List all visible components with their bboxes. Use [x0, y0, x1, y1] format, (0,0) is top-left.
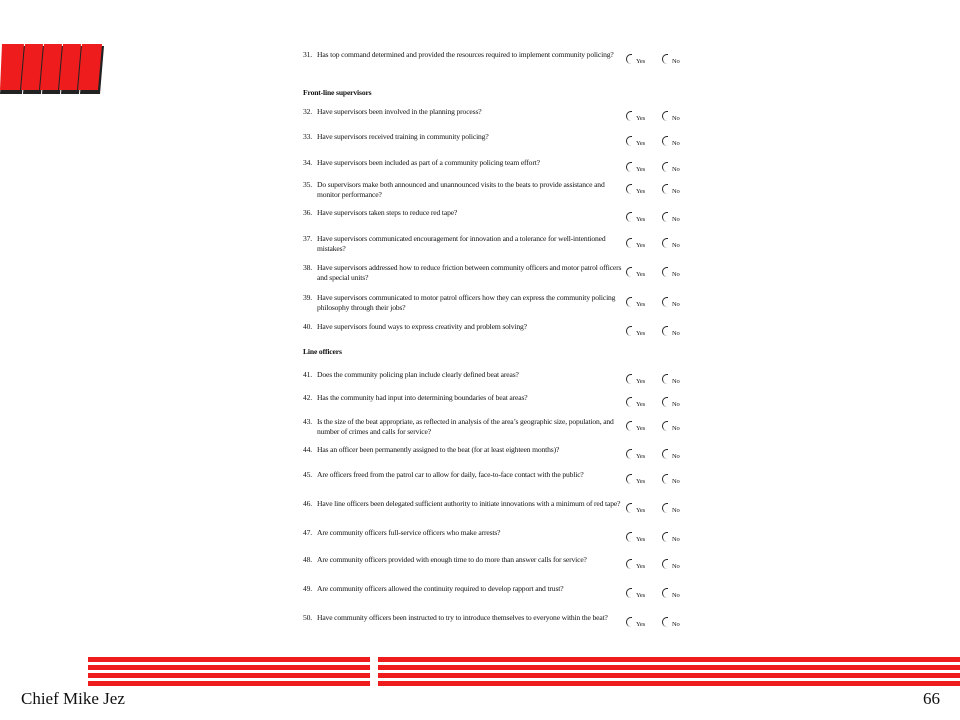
- yes-option[interactable]: [626, 238, 660, 250]
- question-text: Has an officer been permanently assigned to the beat (for at least eighteen months)?: [317, 445, 560, 454]
- question-number: 39.: [303, 293, 313, 302]
- question-number: 50.: [303, 613, 313, 622]
- yes-label: Yes: [636, 507, 646, 514]
- footer-stripe: [88, 665, 960, 670]
- footer-stripes: [88, 657, 960, 689]
- logo-bars: [0, 44, 110, 96]
- question-text: Have supervisors communicated encouragement for innovation and a tolerance for well-intentioned mistakes?: [317, 234, 606, 253]
- section-title: Line officers: [303, 347, 342, 356]
- yes-label: Yes: [636, 563, 646, 570]
- no-label: No: [672, 378, 680, 385]
- no-label: No: [672, 453, 680, 460]
- radio-circle-icon[interactable]: [626, 136, 632, 146]
- section-title: Front-line supervisors: [303, 88, 372, 97]
- yes-label: Yes: [636, 425, 646, 432]
- radio-circle-icon[interactable]: [626, 162, 632, 172]
- yes-option[interactable]: [626, 111, 660, 123]
- radio-circle-icon[interactable]: [662, 297, 668, 307]
- radio-circle-icon[interactable]: [626, 374, 632, 384]
- yes-option[interactable]: [626, 184, 660, 196]
- yes-label: Yes: [636, 115, 646, 122]
- no-option[interactable]: [662, 54, 692, 66]
- yes-option[interactable]: [626, 297, 660, 309]
- question-text: Do supervisors make both announced and unannounced visits to the beats to provide assistance and monitor performance?: [317, 180, 605, 199]
- yes-option[interactable]: [626, 503, 660, 515]
- footer-stripe: [88, 657, 960, 662]
- radio-circle-icon[interactable]: [662, 136, 668, 146]
- radio-circle-icon[interactable]: [626, 474, 632, 484]
- question-text: Have supervisors been involved in the planning process?: [317, 107, 482, 116]
- question-text: Have supervisors been included as part of a community policing team effort?: [317, 158, 540, 167]
- no-option[interactable]: [662, 421, 692, 433]
- radio-circle-icon[interactable]: [626, 532, 632, 542]
- question-text: Are officers freed from the patrol car to allow for daily, face-to-face contact with the public?: [317, 470, 584, 479]
- no-label: No: [672, 507, 680, 514]
- no-option[interactable]: [662, 184, 692, 196]
- question-text: Has the community had input into determining boundaries of beat areas?: [317, 393, 528, 402]
- question-text: Have supervisors communicated to motor patrol officers how they can express the community policing philosophy through their jobs?: [317, 293, 616, 312]
- no-option[interactable]: [662, 326, 692, 338]
- no-label: No: [672, 330, 680, 337]
- radio-circle-icon[interactable]: [662, 397, 668, 407]
- question-number: 46.: [303, 499, 313, 508]
- radio-circle-icon[interactable]: [626, 397, 632, 407]
- page-number: 66: [923, 689, 940, 708]
- question-number: 47.: [303, 528, 313, 537]
- radio-circle-icon[interactable]: [662, 559, 668, 569]
- question-text: Are community officers provided with enough time to do more than answer calls for service?: [317, 555, 587, 564]
- yes-label: Yes: [636, 330, 646, 337]
- radio-circle-icon[interactable]: [662, 374, 668, 384]
- radio-circle-icon[interactable]: [662, 267, 668, 277]
- yes-label: Yes: [636, 621, 646, 628]
- radio-circle-icon[interactable]: [662, 111, 668, 121]
- no-option[interactable]: [662, 111, 692, 123]
- no-option[interactable]: [662, 449, 692, 461]
- questionnaire: [300, 50, 700, 645]
- yes-option[interactable]: [626, 267, 660, 279]
- no-option[interactable]: [662, 162, 692, 174]
- radio-circle-icon[interactable]: [626, 54, 632, 64]
- yes-label: Yes: [636, 592, 646, 599]
- no-label: No: [672, 188, 680, 195]
- question-number: 45.: [303, 470, 313, 479]
- radio-circle-icon[interactable]: [626, 111, 632, 121]
- radio-circle-icon[interactable]: [626, 238, 632, 248]
- yes-label: Yes: [636, 378, 646, 385]
- question-number: 32.: [303, 107, 313, 116]
- no-label: No: [672, 563, 680, 570]
- radio-circle-icon[interactable]: [626, 267, 632, 277]
- no-label: No: [672, 271, 680, 278]
- radio-circle-icon[interactable]: [662, 421, 668, 431]
- radio-circle-icon[interactable]: [662, 184, 668, 194]
- no-label: No: [672, 58, 680, 65]
- question-text: Has top command determined and provided the resources required to implement community policing?: [317, 50, 614, 59]
- radio-circle-icon[interactable]: [626, 184, 632, 194]
- yes-label: Yes: [636, 58, 646, 65]
- radio-circle-icon[interactable]: [662, 588, 668, 598]
- yes-option[interactable]: [626, 474, 660, 486]
- no-option[interactable]: [662, 267, 692, 279]
- presenter-name: Chief Mike Jez: [21, 689, 125, 708]
- yes-option[interactable]: [626, 617, 660, 629]
- no-option[interactable]: [662, 297, 692, 309]
- radio-circle-icon[interactable]: [662, 162, 668, 172]
- no-label: No: [672, 216, 680, 223]
- no-option[interactable]: [662, 617, 692, 629]
- radio-circle-icon[interactable]: [662, 617, 668, 627]
- question-text: Are community officers full-service officers who make arrests?: [317, 528, 501, 537]
- yes-option[interactable]: [626, 532, 660, 544]
- radio-circle-icon[interactable]: [662, 54, 668, 64]
- yes-label: Yes: [636, 216, 646, 223]
- no-option[interactable]: [662, 238, 692, 250]
- yes-label: Yes: [636, 271, 646, 278]
- radio-circle-icon[interactable]: [662, 503, 668, 513]
- yes-label: Yes: [636, 242, 646, 249]
- no-label: No: [672, 115, 680, 122]
- question-text: Does the community policing plan include clearly defined beat areas?: [317, 370, 519, 379]
- question-number: 42.: [303, 393, 313, 402]
- question-text: Have supervisors found ways to express creativity and problem solving?: [317, 322, 527, 331]
- no-option[interactable]: [662, 503, 692, 515]
- no-option[interactable]: [662, 559, 692, 571]
- footer-stripe: [88, 681, 960, 686]
- yes-option[interactable]: [626, 162, 660, 174]
- radio-circle-icon[interactable]: [626, 421, 632, 431]
- yes-label: Yes: [636, 478, 646, 485]
- question-number: 38.: [303, 263, 313, 272]
- radio-circle-icon[interactable]: [626, 449, 632, 459]
- yes-option[interactable]: [626, 212, 660, 224]
- yes-option[interactable]: [626, 54, 660, 66]
- yes-label: Yes: [636, 536, 646, 543]
- yes-option[interactable]: [626, 449, 660, 461]
- radio-circle-icon[interactable]: [662, 326, 668, 336]
- no-option[interactable]: [662, 397, 692, 409]
- yes-label: Yes: [636, 453, 646, 460]
- no-option[interactable]: [662, 374, 692, 386]
- yes-label: Yes: [636, 188, 646, 195]
- no-option[interactable]: [662, 474, 692, 486]
- radio-circle-icon[interactable]: [626, 326, 632, 336]
- yes-label: Yes: [636, 401, 646, 408]
- radio-circle-icon[interactable]: [626, 212, 632, 222]
- yes-label: Yes: [636, 301, 646, 308]
- radio-circle-icon[interactable]: [626, 503, 632, 513]
- question-number: 35.: [303, 180, 313, 189]
- radio-circle-icon[interactable]: [662, 212, 668, 222]
- no-label: No: [672, 401, 680, 408]
- question-text: Are community officers allowed the continuity required to develop rapport and trust?: [317, 584, 564, 593]
- radio-circle-icon[interactable]: [662, 474, 668, 484]
- radio-circle-icon[interactable]: [626, 588, 632, 598]
- footer-stripe: [88, 673, 960, 678]
- radio-circle-icon[interactable]: [662, 238, 668, 248]
- no-label: No: [672, 536, 680, 543]
- yes-option[interactable]: [626, 397, 660, 409]
- no-label: No: [672, 166, 680, 173]
- yes-label: Yes: [636, 166, 646, 173]
- question-number: 48.: [303, 555, 313, 564]
- question-number: 34.: [303, 158, 313, 167]
- question-text: Have supervisors addressed how to reduce friction between community officers and motor patrol officers and special units?: [317, 263, 622, 282]
- no-option[interactable]: [662, 136, 692, 148]
- no-option[interactable]: [662, 588, 692, 600]
- question-text: Is the size of the beat appropriate, as reflected in analysis of the area’s geographic size, population, and number of crimes and calls for service?: [317, 417, 614, 436]
- no-label: No: [672, 425, 680, 432]
- question-text: Have line officers been delegated sufficient authority to initiate innovations with a minimum of red tape?: [317, 499, 621, 508]
- no-label: No: [672, 478, 680, 485]
- radio-circle-icon[interactable]: [662, 532, 668, 542]
- question-text: Have supervisors received training in community policing?: [317, 132, 489, 141]
- yes-option[interactable]: [626, 326, 660, 338]
- question-number: 33.: [303, 132, 313, 141]
- radio-circle-icon[interactable]: [626, 617, 632, 627]
- no-label: No: [672, 242, 680, 249]
- question-text: Have community officers been instructed to try to introduce themselves to everyone within the beat?: [317, 613, 608, 622]
- question-number: 44.: [303, 445, 313, 454]
- no-option[interactable]: [662, 532, 692, 544]
- no-option[interactable]: [662, 212, 692, 224]
- yes-option[interactable]: [626, 559, 660, 571]
- radio-circle-icon[interactable]: [626, 297, 632, 307]
- radio-circle-icon[interactable]: [662, 449, 668, 459]
- no-label: No: [672, 592, 680, 599]
- question-number: 41.: [303, 370, 313, 379]
- question-number: 43.: [303, 417, 313, 426]
- radio-circle-icon[interactable]: [626, 559, 632, 569]
- yes-label: Yes: [636, 140, 646, 147]
- no-label: No: [672, 301, 680, 308]
- question-number: 49.: [303, 584, 313, 593]
- yes-option[interactable]: [626, 588, 660, 600]
- question-number: 36.: [303, 208, 313, 217]
- yes-option[interactable]: [626, 136, 660, 148]
- question-text: Have supervisors taken steps to reduce red tape?: [317, 208, 458, 217]
- question-number: 37.: [303, 234, 313, 243]
- no-label: No: [672, 621, 680, 628]
- question-number: 31.: [303, 50, 313, 59]
- no-label: No: [672, 140, 680, 147]
- yes-option[interactable]: [626, 374, 660, 386]
- question-number: 40.: [303, 322, 313, 331]
- yes-option[interactable]: [626, 421, 660, 433]
